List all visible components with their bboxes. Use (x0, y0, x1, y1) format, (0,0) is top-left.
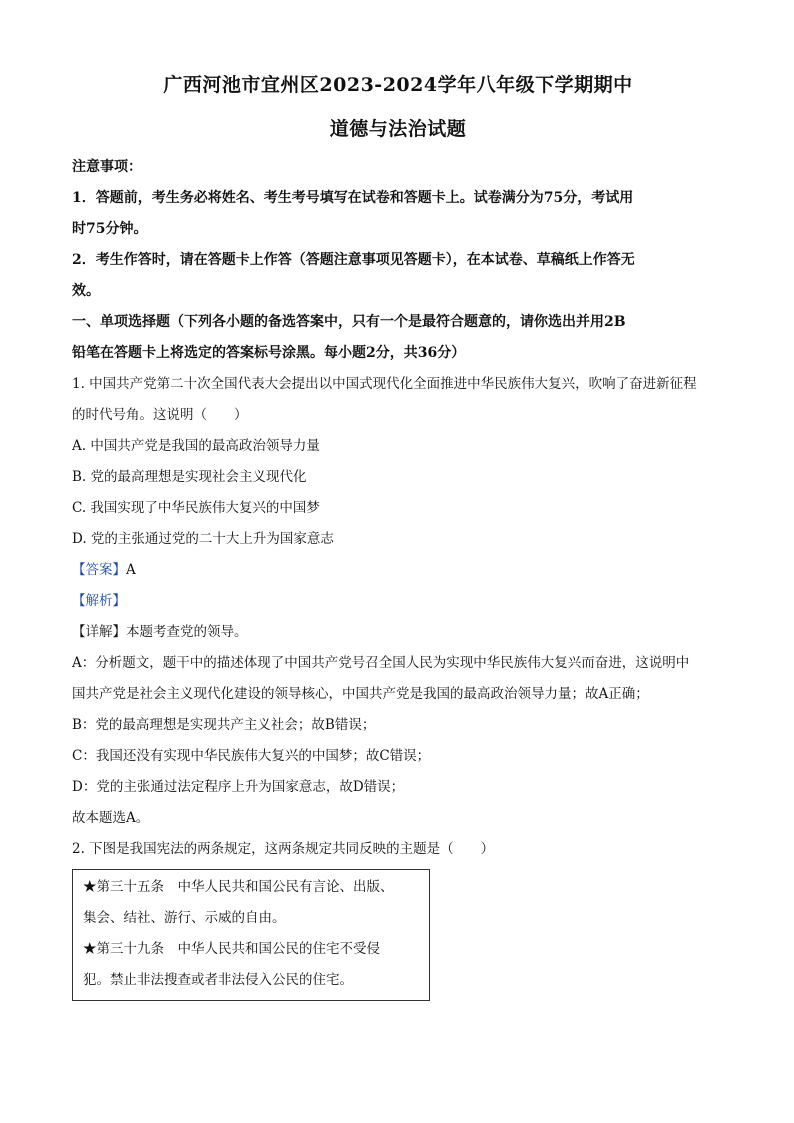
note-item-1-line-1: 1．答题前，考生务必将姓名、考生考号填写在试卷和答题卡上。试卷满分为75分，考试用 (72, 190, 634, 206)
q1-option-a: A. 中国共产党是我国的最高政治领导力量 (72, 438, 320, 454)
q2-stem: 2. 下图是我国宪法的两条规定，这两条规定共同反映的主题是（ ） (72, 841, 495, 857)
section-heading-line-2: 铅笔在答题卡上将选定的答案标号涂黑。每小题2分，共36分） (72, 345, 466, 361)
q1-explanation-d: D：党的主张通过法定程序上升为国家意志，故D错误； (72, 779, 405, 795)
question-2 (72, 834, 724, 1001)
page-subtitle: 道德与法治试题 (329, 118, 467, 140)
section-heading-line-1: 一、单项选择题（下列各小题的备选答案中，只有一个是最符合题意的，请你选出并用2B (72, 314, 626, 330)
q1-explanation-a-line-2: 国共产党是社会主义现代化建设的领导核心，中国共产党是我国的最高政治领导力量；故A正确； (72, 686, 649, 702)
q1-conclusion: 故本题选A。 (72, 810, 150, 826)
box-line-3: ★第三十九条 中华人民共和国公民的住宅不受侵 (83, 941, 380, 957)
q1-option-c: C. 我国实现了中华民族伟大复兴的中国梦 (72, 500, 320, 516)
q1-stem-line-1: 1. 中国共产党第二十次全国代表大会提出以中国式现代化全面推进中华民族伟大复兴，吹响了奋进新征程 (72, 376, 697, 392)
page-title: 广西河池市宜州区2023-2024学年八年级下学期期中 (163, 74, 633, 96)
q1-explanation-b: B：党的最高理想是实现共产主义社会；故B错误； (72, 717, 376, 733)
q1-answer (72, 555, 724, 586)
analysis-tag: 【解析】 (72, 593, 126, 609)
answer-value: A (126, 562, 136, 578)
note-item-2-line-1: 2．考生作答时，请在答题卡上作答（答题注意事项见答题卡），在本试卷、草稿纸上作答无 (72, 252, 635, 268)
q1-explanation-c: C：我国还没有实现中华民族伟大复兴的中国梦；故C错误； (72, 748, 431, 764)
question-1 (72, 369, 724, 834)
box-line-4: 犯。禁止非法搜查或者非法侵入公民的住宅。 (83, 972, 353, 988)
detail-tag: 【详解】 (72, 624, 126, 640)
q1-analysis (72, 586, 724, 617)
notes-section (72, 152, 724, 307)
answer-tag: 【答案】 (72, 562, 126, 578)
q1-stem-line-2: 的时代号角。这说明（ ） (72, 407, 248, 423)
q1-option-b: B. 党的最高理想是实现社会主义现代化 (72, 469, 307, 485)
box-line-1: ★第三十五条 中华人民共和国公民有言论、出版、 (83, 879, 394, 895)
exam-page (72, 70, 724, 1001)
section-1-heading (72, 307, 724, 369)
note-item-1-line-2: 时75分钟。 (72, 221, 148, 237)
note-item-2-line-2: 效。 (72, 283, 100, 299)
notes-heading: 注意事项： (72, 159, 142, 175)
detail-text: 本题考查党的领导。 (126, 624, 248, 640)
constitution-articles-box (72, 869, 430, 1001)
box-line-2: 集会、结社、游行、示威的自由。 (83, 910, 286, 926)
q1-option-d: D. 党的主张通过党的二十大上升为国家意志 (72, 531, 334, 547)
q1-detail (72, 617, 724, 648)
q1-explanation-a-line-1: A：分析题文，题干中的描述体现了中国共产党号召全国人民为实现中华民族伟大复兴而奋进，这说明中 (72, 655, 690, 671)
